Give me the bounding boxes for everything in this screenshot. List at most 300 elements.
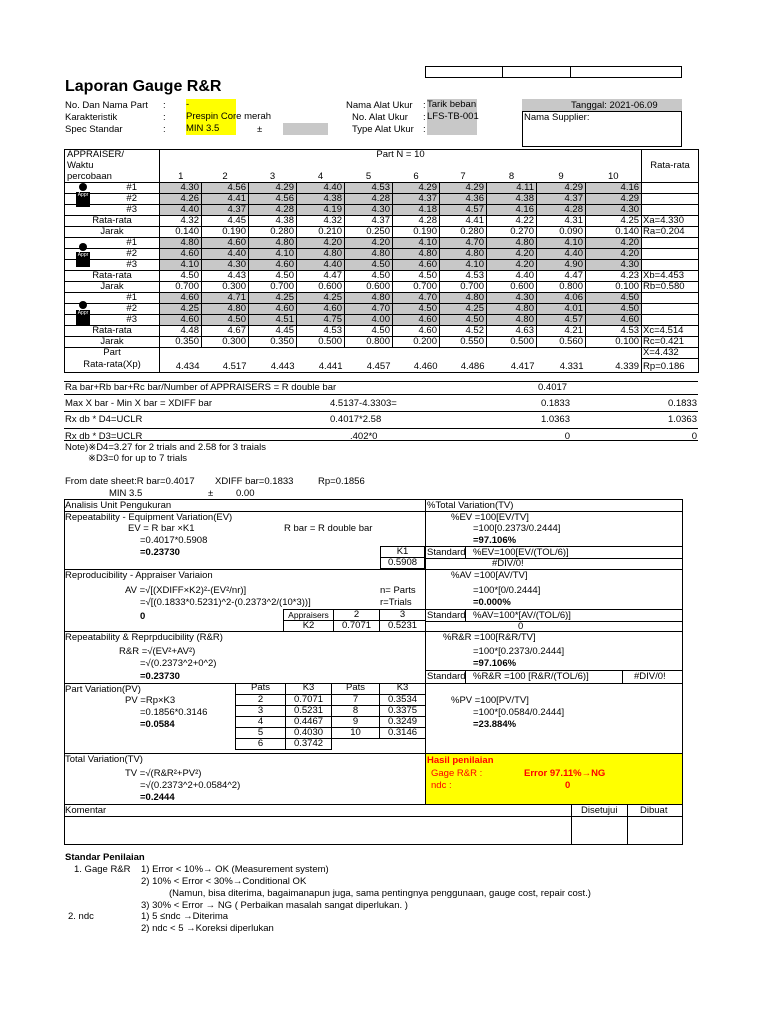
colon: :: [423, 124, 426, 135]
top-box-divider-1: [502, 66, 503, 78]
std-divider: [622, 670, 623, 683]
data-cell: 4.38: [249, 216, 297, 227]
data-cell: 4.50: [160, 271, 202, 282]
pats-value: 8: [332, 705, 380, 716]
table-row: [65, 227, 699, 238]
ppv-1: %PV =100[PV/TV]: [451, 695, 529, 706]
colon: :: [163, 100, 166, 111]
standar-line-4: 3) 30% < Error → NG ( Perbaikan masalah sangat diperlukan. ): [141, 900, 408, 911]
calc-r4-label: Rx db * D3=UCLR: [65, 431, 143, 442]
calc-r2-val1: 0.1833: [540, 398, 570, 409]
percobaan-header: percobaan: [65, 172, 160, 183]
k3-value: 0.3742: [286, 738, 332, 749]
part-avg-value: 4.486: [440, 359, 487, 373]
av-step: =√[(0.1833*0.5231)^2-(0.2373^2/(10*3))]: [140, 597, 311, 608]
prr-1: %R&R =100[R&R/TV]: [443, 632, 536, 643]
gage-label: Gage R&R :: [431, 768, 483, 779]
min-pm: ±: [208, 488, 214, 499]
part-avg-spacer: [249, 348, 297, 359]
data-cell: 4.28: [249, 205, 297, 216]
table-row: [65, 304, 699, 315]
row-label: #1: [65, 183, 160, 194]
result-title: Hasil penilaian: [427, 755, 494, 766]
data-cell: 0.190: [202, 227, 249, 238]
ev-formula: EV = R bar ×K1: [128, 523, 195, 534]
from-rbar: From date sheet:R bar=0.4017: [65, 476, 195, 487]
data-cell: 0.500: [297, 337, 345, 348]
part-col-header: 5: [345, 172, 393, 183]
row-extra: X̄a=4.330: [642, 216, 699, 227]
std-divider: [425, 558, 683, 559]
data-cell: 4.38: [297, 194, 345, 205]
tv-title: Total Variation(TV): [65, 754, 143, 765]
data-cell: 4.06: [537, 293, 586, 304]
part-col-header: 2: [202, 172, 249, 183]
ev-title: Repeatability - Equipment Variation(EV): [65, 512, 233, 523]
data-cell: 4.20: [345, 238, 393, 249]
data-cell: 4.38: [487, 194, 537, 205]
data-cell: 4.50: [393, 271, 440, 282]
data-cell: 4.56: [249, 194, 297, 205]
data-cell: 4.51: [249, 315, 297, 326]
pats-header: Pats: [332, 683, 380, 694]
data-cell: 0.700: [160, 282, 202, 293]
r-trials: r=Trials: [380, 597, 412, 608]
data-cell: 4.30: [586, 205, 642, 216]
data-cell: 4.21: [537, 326, 586, 337]
data-cell: 4.50: [345, 271, 393, 282]
row-divider: [64, 816, 683, 817]
data-cell: 4.47: [297, 271, 345, 282]
data-cell: 0.700: [393, 282, 440, 293]
part-avg-value: 4.443: [249, 359, 297, 373]
part-avg-value: 4.517: [202, 359, 249, 373]
table-row: [65, 205, 699, 216]
ev-result: =0.23730: [140, 547, 180, 558]
tv-formula: TV =√(R&R²+PV²): [125, 768, 202, 779]
pev-1: %EV =100[EV/TV]: [451, 512, 529, 523]
top-box-divider-2: [570, 66, 571, 78]
part-col-header: 3: [249, 172, 297, 183]
rr-result: =0.23730: [140, 671, 180, 682]
k3-header: K3: [286, 683, 332, 694]
data-cell: 4.50: [345, 260, 393, 271]
table-row: [65, 238, 699, 249]
data-cell: 4.10: [160, 260, 202, 271]
k3-value: 0.3146: [380, 727, 426, 738]
part-col-header: 4: [297, 172, 345, 183]
data-cell: 4.40: [487, 271, 537, 282]
data-cell: 4.60: [160, 315, 202, 326]
pav-2: =100*[0/0.2444]: [473, 585, 541, 596]
data-cell: 4.40: [297, 260, 345, 271]
av-title: Reproducibility - Appraiser Variaion: [65, 570, 213, 581]
data-cell: 0.800: [537, 282, 586, 293]
standar-gage-label: 1. Gage R&R: [74, 864, 131, 875]
row-extra: [642, 194, 699, 205]
part-col-header: 1: [160, 172, 202, 183]
data-cell: 0.350: [249, 337, 297, 348]
k3-value: 0.5231: [286, 705, 332, 716]
data-cell: 4.80: [487, 304, 537, 315]
standar-line-3: (Namun, bisa diterima, bagaimanapun juga, sama pentingnya penggunaan, gauge cost, repair cost.): [169, 888, 591, 899]
ppv-2: =100*[0.0584/0.2444]: [473, 707, 565, 718]
pev-3: =97.106%: [473, 535, 517, 546]
data-cell: 4.30: [345, 205, 393, 216]
top-empty-box: [425, 66, 682, 78]
appraiser-b-icon: Appr: [76, 243, 90, 267]
data-cell: 4.37: [393, 194, 440, 205]
k3-value: 0.7071: [286, 694, 332, 705]
data-cell: 4.53: [297, 326, 345, 337]
n-parts: n= Parts: [380, 585, 416, 596]
colon: :: [163, 124, 166, 135]
calc-r1-val: 0.4017: [538, 382, 568, 393]
data-cell: 4.50: [440, 315, 487, 326]
ppv-3: =23.884%: [473, 719, 517, 730]
average-header: Rata-rata: [642, 150, 699, 183]
xbar-total: X̄=4.432: [642, 348, 699, 359]
appraiser-a-icon: Appr: [76, 183, 90, 207]
row-extra: [642, 249, 699, 260]
tv-result: =0.2444: [140, 792, 175, 803]
data-cell: 4.20: [586, 249, 642, 260]
part-avg-value: 4.441: [297, 359, 345, 373]
data-cell: 4.60: [393, 315, 440, 326]
calc-r2-val2: 0.1833: [667, 398, 697, 409]
data-cell: 4.45: [202, 216, 249, 227]
data-cell: 4.26: [160, 194, 202, 205]
data-cell: 4.70: [440, 238, 487, 249]
dibuat-label: Dibuat: [640, 805, 668, 816]
data-cell: 0.090: [537, 227, 586, 238]
part-avg-value: 4.460: [393, 359, 440, 373]
pev-2: =100[0.2373/0.2444]: [473, 523, 561, 534]
calc-divider: [64, 394, 698, 395]
rr-formula: R&R =√(EV²+AV²): [119, 646, 196, 657]
part-avg-spacer: [440, 348, 487, 359]
table-row: [65, 326, 699, 337]
table-row: [65, 282, 699, 293]
data-cell: 4.29: [586, 194, 642, 205]
table-row: [65, 271, 699, 282]
pats-header: Pats: [236, 683, 286, 694]
rr-title: Repeatability & Reprpducibility (R&R): [65, 632, 223, 643]
part-avg-spacer: [393, 348, 440, 359]
part-avg-spacer: [537, 348, 586, 359]
data-cell: 0.140: [586, 227, 642, 238]
data-cell: 0.280: [440, 227, 487, 238]
data-cell: 0.560: [537, 337, 586, 348]
data-cell: 4.16: [586, 183, 642, 194]
data-cell: 4.57: [537, 315, 586, 326]
part-avg-value: 4.457: [345, 359, 393, 373]
data-cell: 4.80: [249, 238, 297, 249]
prr-3: =97.106%: [473, 658, 517, 669]
part-avg-spacer: [345, 348, 393, 359]
min-tol: 0.00: [236, 488, 255, 499]
row-label: Rata-rata: [65, 216, 160, 227]
data-cell: 4.28: [345, 194, 393, 205]
pv-formula: PV =Rp×K3: [125, 695, 176, 706]
data-cell: 4.48: [160, 326, 202, 337]
data-cell: 0.500: [487, 337, 537, 348]
data-cell: 4.60: [297, 304, 345, 315]
spec-label: Spec Standar: [65, 124, 123, 135]
data-cell: 4.50: [345, 326, 393, 337]
data-cell: 4.70: [345, 304, 393, 315]
data-cell: 4.71: [202, 293, 249, 304]
data-cell: 4.45: [249, 326, 297, 337]
k1-header: K1: [381, 547, 425, 558]
data-cell: 4.10: [537, 238, 586, 249]
data-cell: 4.40: [297, 183, 345, 194]
standar-line-6: 2) ndc < 5 →Koreksi diperlukan: [141, 923, 274, 934]
type-value: [427, 123, 477, 135]
k1-table: [380, 546, 425, 569]
type-label: Type Alat Ukur: [352, 124, 414, 135]
table-row: [65, 337, 699, 348]
table-row: [65, 315, 699, 326]
tv-step: =√(0.2373^2+0.0584^2): [140, 780, 241, 791]
table-row: [65, 194, 699, 205]
ndc-value: 0: [565, 780, 571, 791]
row-extra: X̄b=4.453: [642, 271, 699, 282]
data-cell: 4.19: [297, 205, 345, 216]
data-cell: 4.40: [202, 249, 249, 260]
data-cell: 4.29: [440, 183, 487, 194]
row-label: #3: [65, 260, 160, 271]
data-cell: 0.140: [160, 227, 202, 238]
part-col-header: 8: [487, 172, 537, 183]
rr-step: =√(0.2373^2+0^2): [140, 658, 217, 669]
data-cell: 4.28: [537, 205, 586, 216]
calc-r3-mid: 0.4017*2.58: [330, 414, 382, 425]
data-cell: 0.600: [487, 282, 537, 293]
data-cell: 4.32: [160, 216, 202, 227]
k1-value: 0.5908: [381, 558, 425, 569]
av-result: 0: [140, 611, 146, 622]
data-cell: 0.350: [160, 337, 202, 348]
standar-title: Standar Penilaian: [65, 852, 145, 863]
pats-value: 3: [236, 705, 286, 716]
data-cell: 4.80: [202, 304, 249, 315]
k2-value-3: 0.5231: [380, 621, 426, 632]
data-cell: 4.80: [297, 249, 345, 260]
data-cell: 4.53: [440, 271, 487, 282]
char-value: Prespin Core merah: [186, 111, 272, 122]
table-row: [65, 216, 699, 227]
pv-title: Part Variation(PV): [65, 684, 141, 695]
waktu-header: Waktu: [65, 161, 160, 172]
prr-std-result: #DIV/0!: [634, 671, 666, 682]
supplier-label: Nama Supplier:: [524, 112, 590, 123]
row-label: Jarak: [65, 227, 160, 238]
table-row: [65, 183, 699, 194]
part-avg-label: Rata-rata(Xp): [65, 359, 160, 373]
pav-1: %AV =100[AV/TV]: [451, 570, 528, 581]
data-cell: 4.60: [586, 315, 642, 326]
pats-value: 7: [332, 694, 380, 705]
part-col-header: 9: [537, 172, 586, 183]
data-cell: 4.10: [393, 238, 440, 249]
data-cell: 0.300: [202, 282, 249, 293]
data-cell: 4.90: [537, 260, 586, 271]
data-cell: 4.41: [440, 216, 487, 227]
data-cell: 4.25: [160, 304, 202, 315]
k2-col-2: 2: [334, 610, 380, 621]
k3-value: 0.4467: [286, 716, 332, 727]
data-cell: 4.60: [249, 304, 297, 315]
k3-value: 0.3249: [380, 716, 426, 727]
row-label: #2: [65, 304, 160, 315]
row-label: #2: [65, 249, 160, 260]
k3-table: [235, 683, 426, 750]
calc-r3-label: Rx db * D4=UCLR: [65, 414, 143, 425]
spec-value: MIN 3.5: [186, 123, 236, 135]
toolno-label: No. Alat Ukur: [352, 112, 408, 123]
data-cell: 4.30: [586, 260, 642, 271]
data-cell: 4.30: [487, 293, 537, 304]
prr-2: =100*[0.2373/0.2444]: [473, 646, 565, 657]
appraiser-header: APPRAISER/: [65, 150, 160, 161]
table-row: [65, 293, 699, 304]
row-label: Jarak: [65, 282, 160, 293]
gage-value: Error 97.11%→NG: [524, 768, 606, 779]
k3-value: 0.4030: [286, 727, 332, 738]
data-cell: 0.190: [393, 227, 440, 238]
data-cell: 4.70: [393, 293, 440, 304]
data-cell: 4.80: [160, 238, 202, 249]
data-cell: 4.80: [345, 293, 393, 304]
data-cell: 4.25: [586, 216, 642, 227]
tool-value: Tarik beban: [427, 99, 477, 110]
note-2: ※D3=0 for up to 7 trials: [88, 453, 188, 464]
pav-std: %AV=100*[AV/(TOL/6)]: [473, 610, 571, 621]
std-divider: [425, 546, 683, 547]
pv-result: =0.0584: [140, 719, 175, 730]
row-label: #3: [65, 205, 160, 216]
data-cell: 0.210: [297, 227, 345, 238]
std-divider: [465, 546, 466, 558]
pats-value: 2: [236, 694, 286, 705]
data-cell: 4.56: [202, 183, 249, 194]
data-cell: 4.43: [202, 271, 249, 282]
pats-value: 5: [236, 727, 286, 738]
part-value: -: [186, 99, 236, 111]
row-label: #1: [65, 293, 160, 304]
row-extra: Rb=0.580: [642, 282, 699, 293]
av-formula: AV =√[(XDIFF×K2)²-(EV²/nr)]: [125, 585, 247, 596]
part-avg-spacer: [202, 348, 249, 359]
data-cell: 4.10: [249, 249, 297, 260]
appraiser-c-icon: Appr: [76, 301, 90, 325]
char-label: Karakteristik: [65, 112, 118, 123]
data-cell: 4.20: [297, 238, 345, 249]
calc-r2-label: Max X bar - Min X bar = XDIFF bar: [65, 398, 213, 409]
pv-step: =0.1856*0.3146: [140, 707, 208, 718]
data-cell: 4.29: [537, 183, 586, 194]
row-label: #2: [65, 194, 160, 205]
total-variation-title: %Total Variation(TV): [427, 500, 514, 511]
part-label: No. Dan Nama Part: [65, 100, 148, 111]
pav-3: =0.000%: [473, 597, 511, 608]
part-avg-label: Part: [65, 348, 160, 359]
data-cell: 4.60: [160, 249, 202, 260]
data-cell: 0.250: [345, 227, 393, 238]
row-label: #1: [65, 238, 160, 249]
spec-pm: ±: [257, 124, 263, 135]
data-cell: 4.60: [393, 326, 440, 337]
std-label: Standard: [427, 547, 466, 558]
ev-step: =0.4017*0.5908: [140, 535, 208, 546]
data-cell: 4.50: [586, 293, 642, 304]
ndc-label: ndc :: [431, 780, 452, 791]
data-cell: 0.600: [345, 282, 393, 293]
data-cell: 4.40: [537, 249, 586, 260]
part-n-header: Part N = 10: [160, 150, 642, 161]
part-avg-value: 4.331: [537, 359, 586, 373]
data-cell: 4.22: [487, 216, 537, 227]
page-title: Laporan Gauge R&R: [65, 78, 222, 95]
k3-value: [380, 738, 426, 749]
data-cell: 4.37: [537, 194, 586, 205]
pev-std: %EV=100[EV/(TOL/6)]: [473, 547, 569, 558]
data-cell: 4.52: [440, 326, 487, 337]
disetujui-label: Disetujui: [581, 805, 618, 816]
data-cell: 0.300: [202, 337, 249, 348]
data-cell: 4.53: [345, 183, 393, 194]
data-cell: 4.80: [487, 315, 537, 326]
data-cell: 4.37: [345, 216, 393, 227]
data-cell: 0.270: [487, 227, 537, 238]
data-cell: 0.700: [249, 282, 297, 293]
data-cell: 4.40: [160, 205, 202, 216]
row-extra: Rc=0.421: [642, 337, 699, 348]
data-cell: 4.50: [393, 304, 440, 315]
k2-table: [283, 609, 426, 632]
data-cell: 4.60: [249, 260, 297, 271]
row-extra: Ra=0.204: [642, 227, 699, 238]
calc-divider: [64, 428, 698, 429]
komentar-split: [571, 804, 572, 845]
k2-col-3: 3: [380, 610, 426, 621]
data-cell: 4.47: [537, 271, 586, 282]
part-avg-value: 4.434: [160, 359, 202, 373]
komentar-split: [627, 804, 628, 845]
calc-r3-val2: 1.0363: [667, 414, 697, 425]
data-cell: 4.28: [393, 216, 440, 227]
colon: :: [423, 100, 426, 111]
note-1: Note)※D4=3.27 for 2 trials and 2.58 for 3 traials: [65, 442, 266, 453]
data-cell: 4.50: [249, 271, 297, 282]
pats-value: 10: [332, 727, 380, 738]
data-cell: 4.41: [202, 194, 249, 205]
data-cell: 4.29: [393, 183, 440, 194]
data-cell: 4.32: [297, 216, 345, 227]
data-cell: 4.50: [586, 304, 642, 315]
colon: :: [163, 112, 166, 123]
part-col-header: 7: [440, 172, 487, 183]
data-cell: 0.100: [586, 282, 642, 293]
row-label: #3: [65, 315, 160, 326]
data-cell: 0.600: [297, 282, 345, 293]
pav-std-result: 0: [518, 621, 524, 632]
data-cell: 4.80: [440, 293, 487, 304]
pats-value: 4: [236, 716, 286, 727]
standar-line-5: 1) 5 ≤ndc →Diterima: [141, 911, 229, 922]
pats-value: [332, 738, 380, 749]
